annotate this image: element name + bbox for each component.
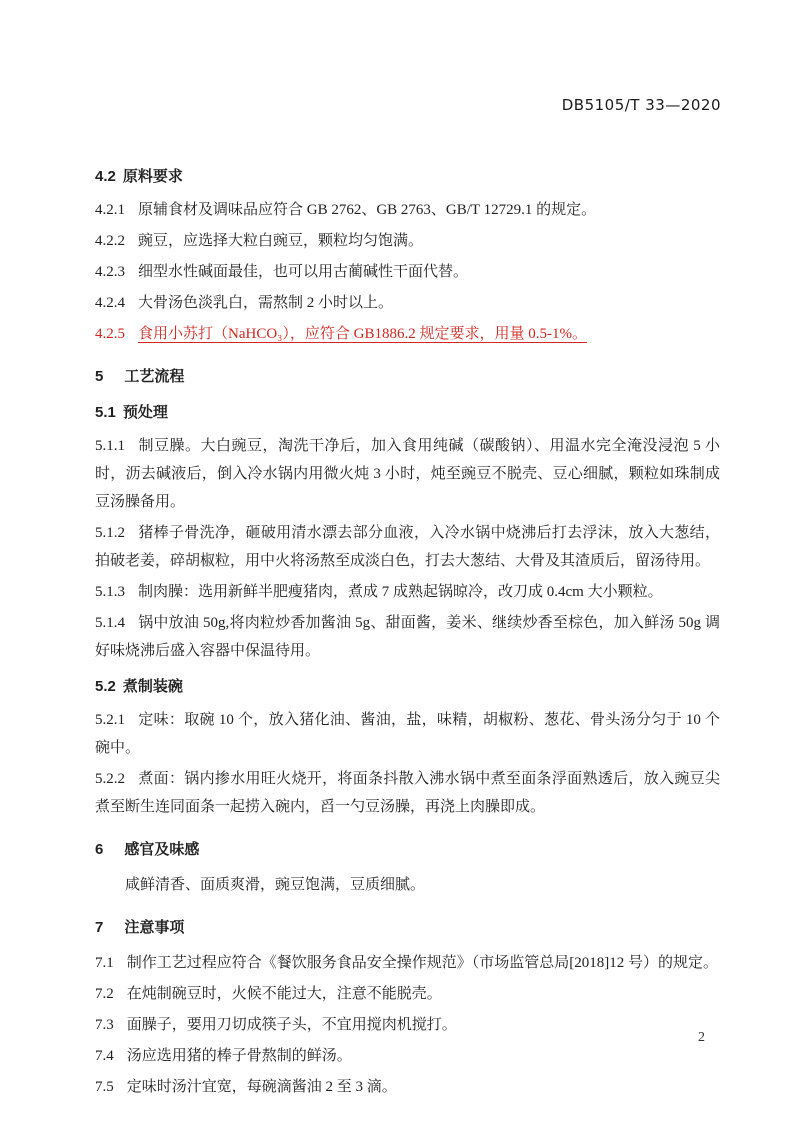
- heading-text: 原料要求: [122, 168, 183, 185]
- clause-number: 5.1.4: [95, 615, 125, 631]
- paragraph-text: 咸鲜清香、面质爽滑，豌豆饱满，豆质细腻。: [125, 877, 426, 893]
- clause-number: 5.2.2: [95, 771, 125, 787]
- clause-number: 5.1.2: [95, 525, 125, 541]
- clause-number: 5.2.1: [95, 712, 125, 728]
- page-number: 2: [698, 1030, 705, 1045]
- clause-4-2-1: [95, 196, 720, 224]
- clause-text: 面臊子，要用刀切成筷子头，不宜用搅肉机搅打。: [126, 1017, 457, 1033]
- sensory-description: [95, 871, 720, 899]
- heading-number: 5: [95, 368, 104, 385]
- heading-number: 4.2: [95, 168, 116, 185]
- clause-number: 7.2: [95, 986, 114, 1002]
- clause-text: 定味：取碗 10 个，放入猪化油、酱油，盐，味精，胡椒粉、葱花、骨头汤分匀于 10 个碗中。: [95, 712, 720, 756]
- heading-5-1: [95, 399, 720, 427]
- heading-text: 工艺流程: [124, 368, 185, 385]
- clause-text: 煮面：锅内掺水用旺火烧开，将面条抖散入沸水锅中煮至面条浮面熟透后，放入豌豆尖煮至断生连同面条一起捞入碗内，舀一勺豆汤臊，再浇上肉臊即成。: [95, 771, 720, 815]
- clause-text: 定味时汤汁宜宽，每碗滴酱油 2 至 3 滴。: [126, 1079, 397, 1095]
- clause-number: 4.2.2: [95, 233, 125, 249]
- clause-number: 4.2.5: [95, 326, 125, 342]
- clause-text: 在炖制碗豆时，火候不能过大，注意不能脱壳。: [126, 986, 442, 1002]
- clause-text: 制豆臊。大白豌豆，淘洗干净后，加入食用纯碱（碳酸钠）、用温水完全淹没浸泡 5 小时，沥去碱液后，倒入冷水锅内用微火炖 3 小时，炖至豌豆不脱壳、豆心细腻，颗粒如珠制成豆汤臊备用。: [95, 438, 720, 510]
- clause-7-5: [95, 1073, 720, 1101]
- clause-text: 锅中放油 50g,将肉粒炒香加酱油 5g、甜面酱，姜米、继续炒香至棕色，加入鲜汤 50g 调好味烧沸后盛入容器中保温待用。: [95, 615, 720, 659]
- clause-number: 4.2.1: [95, 202, 125, 218]
- clause-7-2: [95, 980, 720, 1008]
- clause-7-3: [95, 1011, 720, 1039]
- heading-number: 7: [95, 919, 104, 936]
- clause-text: 大骨汤色淡乳白，需熬制 2 小时以上。: [138, 295, 394, 311]
- heading-number: 5.1: [95, 404, 116, 421]
- clause-number: 5.1.3: [95, 584, 125, 600]
- clause-7-1: [95, 949, 720, 977]
- clause-4-2-4: [95, 289, 720, 317]
- clause-5-1-3: [95, 578, 720, 606]
- heading-text: 煮制装碗: [122, 678, 183, 695]
- clause-text: 猪棒子骨洗净，砸破用清水漂去部分血液，入冷水锅中烧沸后打去浮沫，放入大葱结，拍破老姜，碎胡椒粒，用中火将汤熬至成淡白色，打去大葱结、大骨及其渣质后，留汤待用。: [95, 525, 720, 569]
- heading-4-2: [95, 163, 720, 191]
- clause-text: 豌豆，应选择大粒白豌豆，颗粒均匀饱满。: [138, 233, 424, 249]
- clause-number: 4.2.3: [95, 264, 125, 280]
- clause-number: 7.1: [95, 955, 114, 971]
- clause-7-4: [95, 1042, 720, 1070]
- clause-5-1-2: [95, 519, 720, 575]
- heading-text: 感官及味感: [124, 841, 200, 858]
- heading-number: 6: [95, 841, 104, 858]
- heading-number: 5.2: [95, 678, 116, 695]
- heading-5: [95, 363, 720, 391]
- clause-5-2-1: [95, 706, 720, 762]
- clause-text: 制肉臊：选用新鲜半肥瘦猪肉，煮成 7 成熟起锅晾冷，改刀成 0.4cm 大小颗粒。: [138, 584, 663, 600]
- clause-5-1-1: [95, 432, 720, 516]
- clause-4-2-3: [95, 258, 720, 286]
- clause-number: 4.2.4: [95, 295, 125, 311]
- clause-number: 7.5: [95, 1079, 114, 1095]
- clause-text: 原辅食材及调味品应符合 GB 2762、GB 2763、GB/T 12729.1 的规定。: [138, 202, 597, 218]
- heading-6: [95, 836, 720, 864]
- clause-number: 7.3: [95, 1017, 114, 1033]
- clause-4-2-5-revision-marked: [95, 320, 720, 348]
- heading-7: [95, 914, 720, 942]
- clause-5-2-2: [95, 765, 720, 821]
- clause-4-2-2: [95, 227, 720, 255]
- clause-5-1-4: [95, 609, 720, 665]
- clause-number: 7.4: [95, 1048, 114, 1064]
- clause-text: 汤应选用猪的棒子骨熬制的鲜汤。: [126, 1048, 352, 1064]
- heading-text: 注意事项: [124, 919, 185, 936]
- clause-text: 细型水性碱面最佳，也可以用古蔺碱性干面代替。: [138, 264, 469, 280]
- doc-number: DB5105/T 33—2020: [561, 96, 721, 114]
- heading-text: 预处理: [122, 404, 168, 421]
- clause-text-underlined: 食用小苏打（NaHCO₃），应符合 GB1886.2 规定要求，用量 0.5-1%。: [138, 326, 587, 342]
- document-body: [95, 163, 720, 1101]
- clause-text: 制作工艺过程应符合《餐饮服务食品安全操作规范》（市场监管总局[2018]12 号）的规定。: [126, 955, 718, 971]
- heading-5-2: [95, 673, 720, 701]
- clause-number: 5.1.1: [95, 438, 125, 454]
